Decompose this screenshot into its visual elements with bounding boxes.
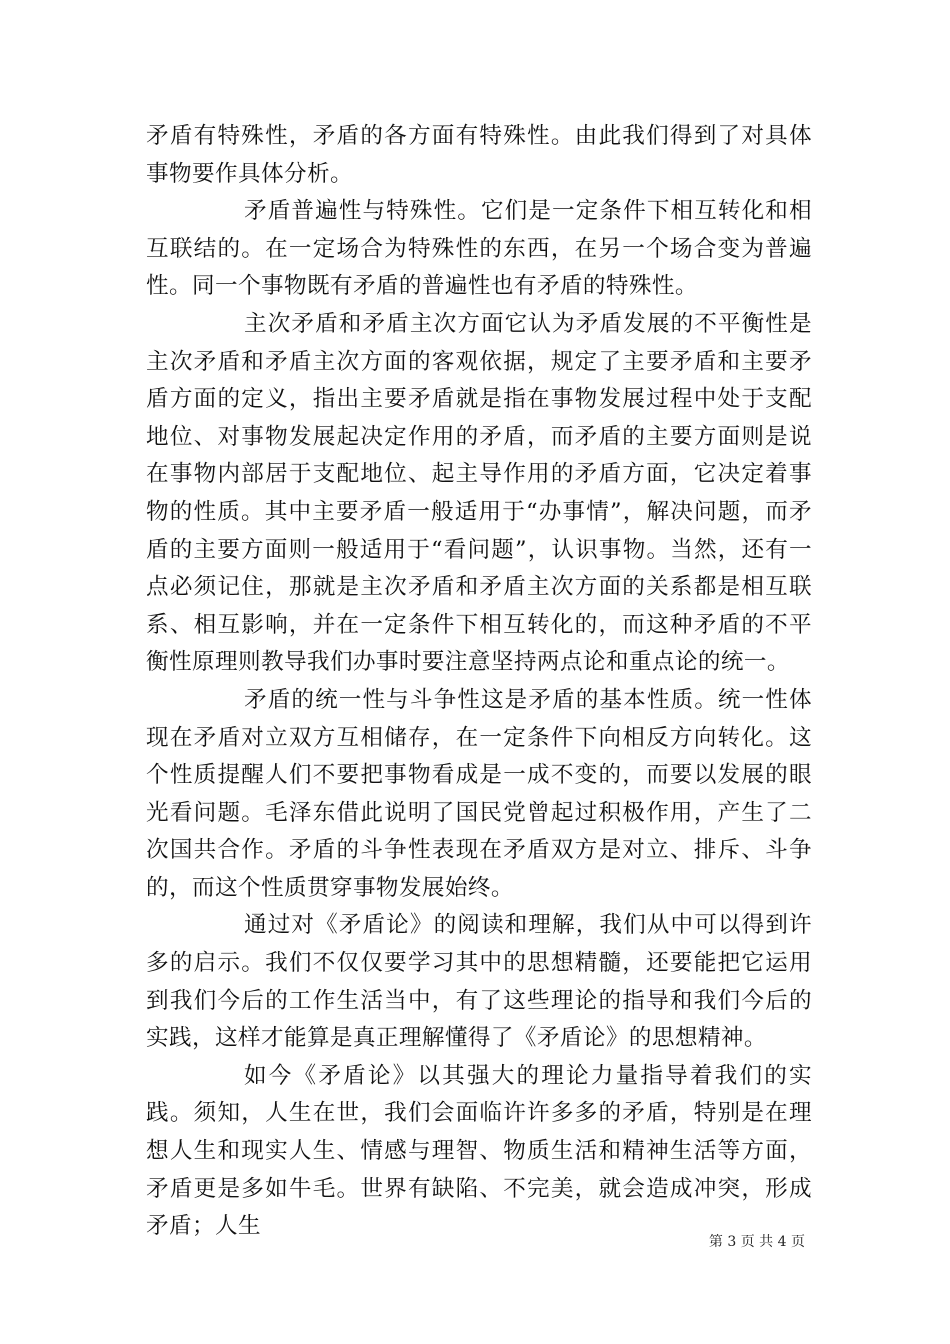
paragraph-principal-contradiction: 主次矛盾和矛盾主次方面它认为矛盾发展的不平衡性是主次矛盾和矛盾主次方面的客观依据，规定了主要矛盾和主要矛盾方面的定义，指出主要矛盾就是指在事物发展过程中处于支配地位、对事物发展起决定作用的矛盾，而矛盾的主要方面则是说在事物内部居于支配地位、起主导作用的矛盾方面，它决定着事物的性质。其中主要矛盾一般适用于“办事情”，解决问题，而矛盾的主要方面则一般适用于“看问题”，认识事物。当然，还有一点必须记住，那就是主次矛盾和矛盾主次方面的关系都是相互联系、相互影响，并在一定条件下相互转化的，而这种矛盾的不平衡性原理则教导我们办事时要注意坚持两点论和重点论的统一。 (146, 310, 812, 676)
paragraph-practice: 如今《矛盾论》以其强大的理论力量指导着我们的实践。须知，人生在世，我们会面临许许多多的矛盾，特别是在理想人生和现实人生、情感与理智、物质生活和精神生活等方面，矛盾更是多如牛毛。世界有缺陷、不完美，就会造成冲突，形成矛盾；人生 (146, 1062, 812, 1240)
paragraph-insights: 通过对《矛盾论》的阅读和理解，我们从中可以得到许多的启示。我们不仅仅要学习其中的思想精髓，还要能把它运用到我们今后的工作生活当中，有了这些理论的指导和我们今后的实践，这样才能算是真正理解懂得了《矛盾论》的思想精神。 (146, 912, 812, 1052)
body-text (146, 118, 812, 1246)
paragraph-universality-particularity: 矛盾普遍性与特殊性。它们是一定条件下相互转化和相互联结的。在一定场合为特殊性的东西，在另一个场合变为普遍性。同一个事物既有矛盾的普遍性也有矛盾的特殊性。 (146, 198, 812, 300)
paragraph-continuation: 矛盾有特殊性，矛盾的各方面有特殊性。由此我们得到了对具体事物要作具体分析。 (146, 123, 812, 187)
page-number-footer: 第 3 页 共 4 页 (708, 1234, 805, 1250)
paragraph-unity-struggle: 矛盾的统一性与斗争性这是矛盾的基本性质。统一性体现在矛盾对立双方互相储存，在一定条件下向相反方向转化。这个性质提醒人们不要把事物看成是一成不变的，而要以发展的眼光看问题。毛泽东借此说明了国民党曾起过积极作用，产生了二次国共合作。矛盾的斗争性表现在矛盾双方是对立、排斥、斗争的，而这个性质贯穿事物发展始终。 (146, 686, 812, 901)
